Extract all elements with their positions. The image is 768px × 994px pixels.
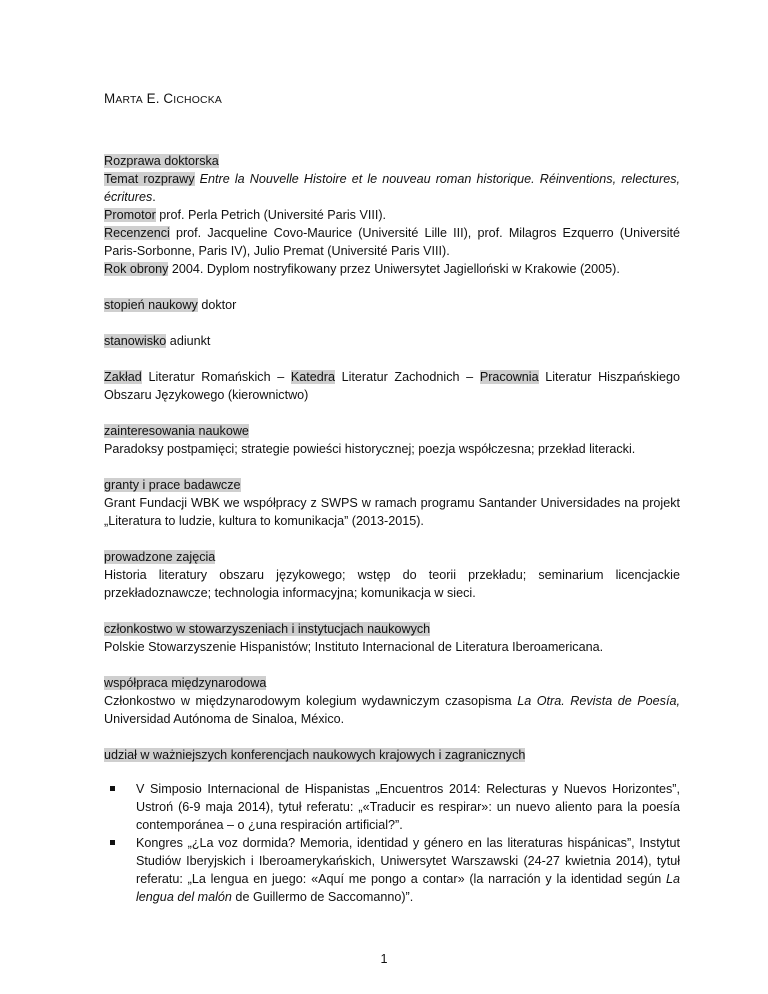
conference-item-2-before: Kongres „¿La voz dormida? Memoria, identidad y género en las literaturas hispánicas”, Instytut Studiów Iberyjskich i Iberoamerykańskich, Uniwersytet Warszawski (24-27 kwietnia 2014), tytuł referatu: „La lengua en juego: «Aquí me pongo a contar» (la narración y la identidad según [136, 836, 680, 886]
position-line [104, 332, 680, 350]
classes-section [104, 548, 680, 602]
degree-label: stopień naukowy [104, 298, 198, 312]
membership-section [104, 620, 680, 656]
square-bullet-icon [110, 786, 115, 791]
author-initial: M [104, 91, 116, 106]
unit-text-1: Literatur Romańskich – [141, 370, 291, 384]
conference-item-1: V Simposio Internacional de Hispanistas „Encuentros 2014: Relecturas y Nuevos Horizontes”, Ustroń (6-9 maja 2014), tytuł referatu: „«Traducir es respirar»: un nuevo aliento para la poesía contemporánea – o ¿una respiración artificial?”. [136, 782, 680, 832]
conferences-heading: udział w ważniejszych konferencjach naukowych krajowych i zagranicznych [104, 748, 526, 762]
thesis-supervisor [104, 206, 680, 224]
page-number: 1 [380, 952, 388, 966]
unit-text-3: Literatur Hiszpańskiego Obszaru Językowego (kierownictwo) [104, 370, 680, 402]
author-last-initial: C [163, 91, 174, 106]
grants-text: Grant Fundacji WBK we współpracy z SWPS w ramach programu Santander Universidades na projekt „Literatura to ludzie, kultura to komunikacja” (2013-2015). [104, 496, 680, 528]
book-title: La lengua del malón [136, 872, 680, 904]
supervisor-label: Promotor [104, 208, 156, 222]
cooperation-section [104, 674, 680, 728]
journal-title: La Otra. Revista de Poesía, [517, 694, 680, 708]
thesis-section [104, 152, 680, 278]
membership-text: Polskie Stowarzyszenie Hispanistów; Instituto Internacional de Literatura Iberoamericana. [104, 640, 604, 654]
square-bullet-icon [110, 840, 115, 845]
grants-section [104, 476, 680, 530]
cv-content [104, 90, 680, 906]
defense-label: Rok obrony [104, 262, 169, 276]
cooperation-text-after: Universidad Autónoma de Sinaloa, México. [104, 712, 345, 726]
thesis-reviewers [104, 224, 680, 260]
conference-list [104, 780, 680, 906]
degree-value: doktor [197, 298, 237, 312]
supervisor-text: prof. Perla Petrich (Université Paris VIII). [155, 208, 387, 222]
cooperation-text-before: Członkostwo w międzynarodowym kolegium wydawniczym czasopisma [104, 694, 518, 708]
author-middle: E. [146, 91, 160, 106]
classes-heading: prowadzone zajęcia [104, 550, 216, 564]
thesis-defense [104, 260, 680, 278]
reviewers-label: Recenzenci [104, 226, 170, 240]
thesis-topic [104, 170, 680, 206]
reviewers-text: prof. Jacqueline Covo-Maurice (Université Lille III), prof. Milagros Ezquerro (Université Paris-Sorbonne, Paris IV), Julio Premat (Université Paris VIII). [104, 226, 680, 258]
degree-line [104, 296, 680, 314]
conferences-section [104, 746, 680, 906]
classes-text: Historia literatury obszaru językowego; wstęp do teorii przekładu; seminarium licencjackie przekładoznawcze; technologia informacyjna; komunikacja w sieci. [104, 568, 680, 600]
conference-item-2-after: de Guillermo de Saccomanno)”. [231, 890, 414, 904]
position-label: stanowisko [104, 334, 167, 348]
topic-label: Temat rozprawy [104, 172, 195, 186]
unit-label-pracownia: Pracownia [479, 370, 539, 384]
author-last-rest: ICHOCKA [173, 95, 223, 106]
topic-end: . [152, 190, 156, 204]
topic-title: Entre la Nouvelle Histoire et le nouveau roman historique. Réinventions, relectures, écritures [104, 172, 680, 204]
defense-text: 2004. Dyplom nostryfikowany przez Uniwersytet Jagielloński w Krakowie (2005). [168, 262, 620, 276]
grants-heading: granty i prace badawcze [104, 478, 241, 492]
cooperation-heading: współpraca międzynarodowa [104, 676, 267, 690]
unit-text-2: Literatur Zachodnich – [334, 370, 480, 384]
interests-section [104, 422, 680, 458]
interests-text: Paradoksy postpamięci; strategie powieści historycznej; poezja współczesna; przekład literacki. [104, 442, 636, 456]
position-value: adiunkt [166, 334, 211, 348]
cooperation-text [104, 692, 680, 728]
author-first-rest: ARTA [115, 95, 143, 106]
thesis-heading: Rozprawa doktorska [104, 154, 219, 168]
unit-label-zaklad: Zakład [104, 370, 142, 384]
list-item [136, 834, 680, 906]
unit-label-katedra: Katedra [290, 370, 335, 384]
membership-heading: członkostwo w stowarzyszeniach i instytucjach naukowych [104, 622, 431, 636]
unit-line [104, 368, 680, 404]
list-item [136, 780, 680, 834]
author-name [104, 90, 680, 110]
interests-heading: zainteresowania naukowe [104, 424, 249, 438]
